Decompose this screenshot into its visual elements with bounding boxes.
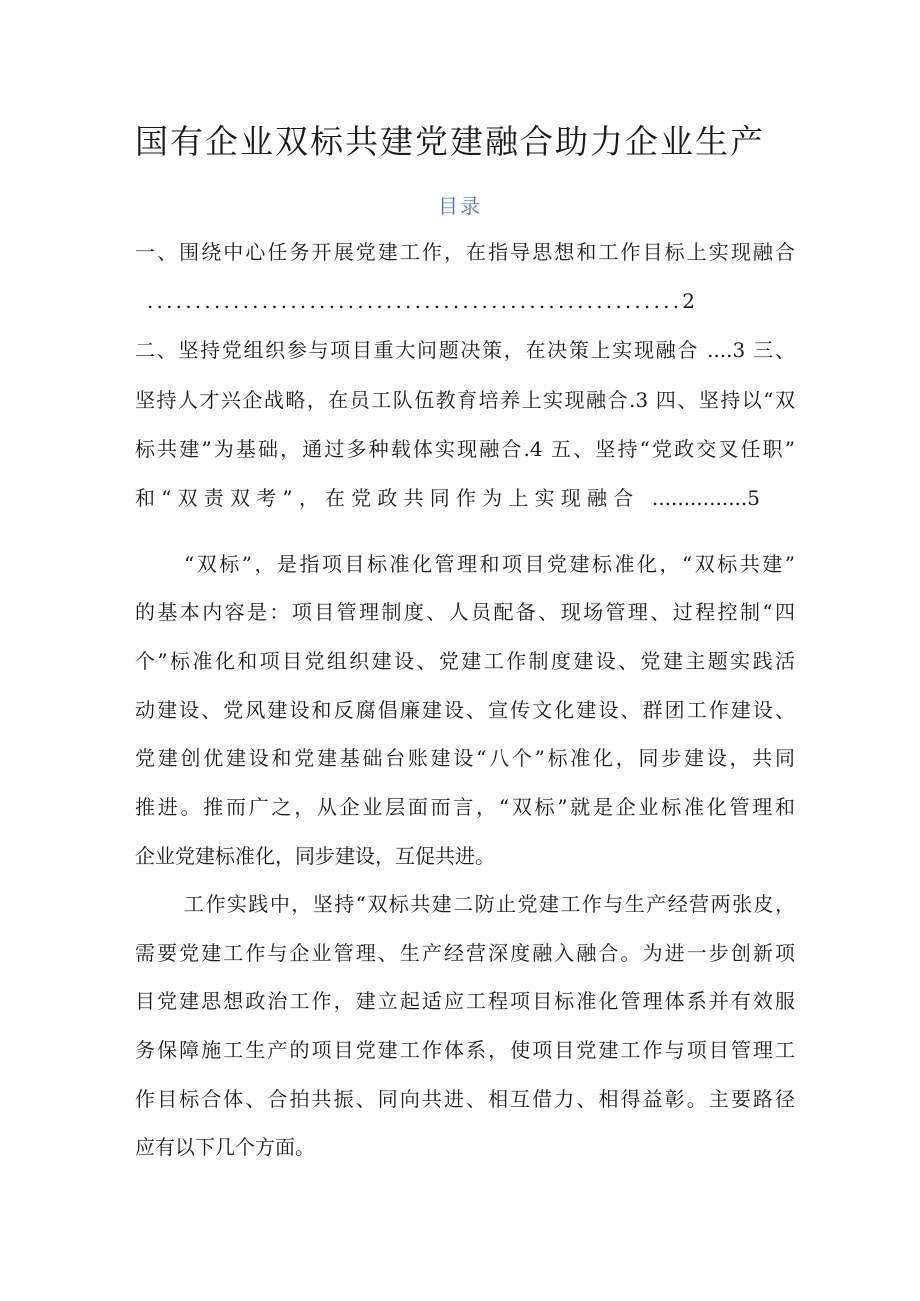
document-title: 国有企业双标共建党建融合助力企业生产: [135, 122, 765, 161]
paragraph-line: 党建创优建设和党建基础台账建设“八个”标准化，同步建设，共同: [135, 746, 795, 770]
paragraph-line: 务保障施工生产的项目党建工作体系，使项目党建工作与项目管理工: [135, 1038, 795, 1062]
paragraph-line: 个”标准化和项目党组织建设、党建工作制度建设、党建主题实践活: [135, 649, 795, 673]
toc-line: 二、坚持党组织参与项目重大问题决策，在决策上实现融合 ....3 三、: [135, 338, 795, 362]
paragraph-line: 目党建思想政治工作，建立起适应工程项目标准化管理体系并有效服: [135, 989, 795, 1013]
toc-line: 标共建”为基础，通过多种载体实现融合.4 五、坚持“党政交叉任职”: [135, 437, 795, 461]
paragraph-line: 企业党建标准化，同步建设，互促共进。: [135, 844, 495, 868]
toc-line: 坚持人才兴企战略，在员工队伍教育培养上实现融合.3 四、坚持以“双: [135, 388, 795, 412]
paragraph-line: 需要党建工作与企业管理、生产经营深度融入融合。为进一步创新项: [135, 941, 795, 965]
paragraph-line: 动建设、党风建设和反腐倡廉建设、宣传文化建设、群团工作建设、: [135, 698, 795, 722]
toc-line: 一、围绕中心任务开展党建工作，在指导思想和工作目标上实现融合: [135, 240, 795, 264]
toc-line: 和“双责双考”，在党政共同作为上实现融合 ...............5: [135, 486, 760, 510]
toc-line: ........................................................2: [147, 289, 699, 313]
paragraph-line: 工作实践中，坚持“双标共建二防止党建工作与生产经营两张皮，: [184, 892, 795, 916]
toc-heading: 目录: [438, 194, 482, 218]
paragraph-line: “双标”，是指项目标准化管理和项目党建标准化，“双标共建”: [184, 552, 795, 576]
paragraph-line: 应有以下几个方面。: [135, 1135, 315, 1159]
paragraph-line: 推进。推而广之，从企业层面而言，“双标”就是企业标准化管理和: [135, 795, 795, 819]
paragraph-line: 作目标合体、合拍共振、同向共进、相互借力、相得益彰。主要路径: [135, 1087, 795, 1111]
paragraph-line: 的基本内容是：项目管理制度、人员配备、现场管理、过程控制“四: [135, 600, 795, 624]
